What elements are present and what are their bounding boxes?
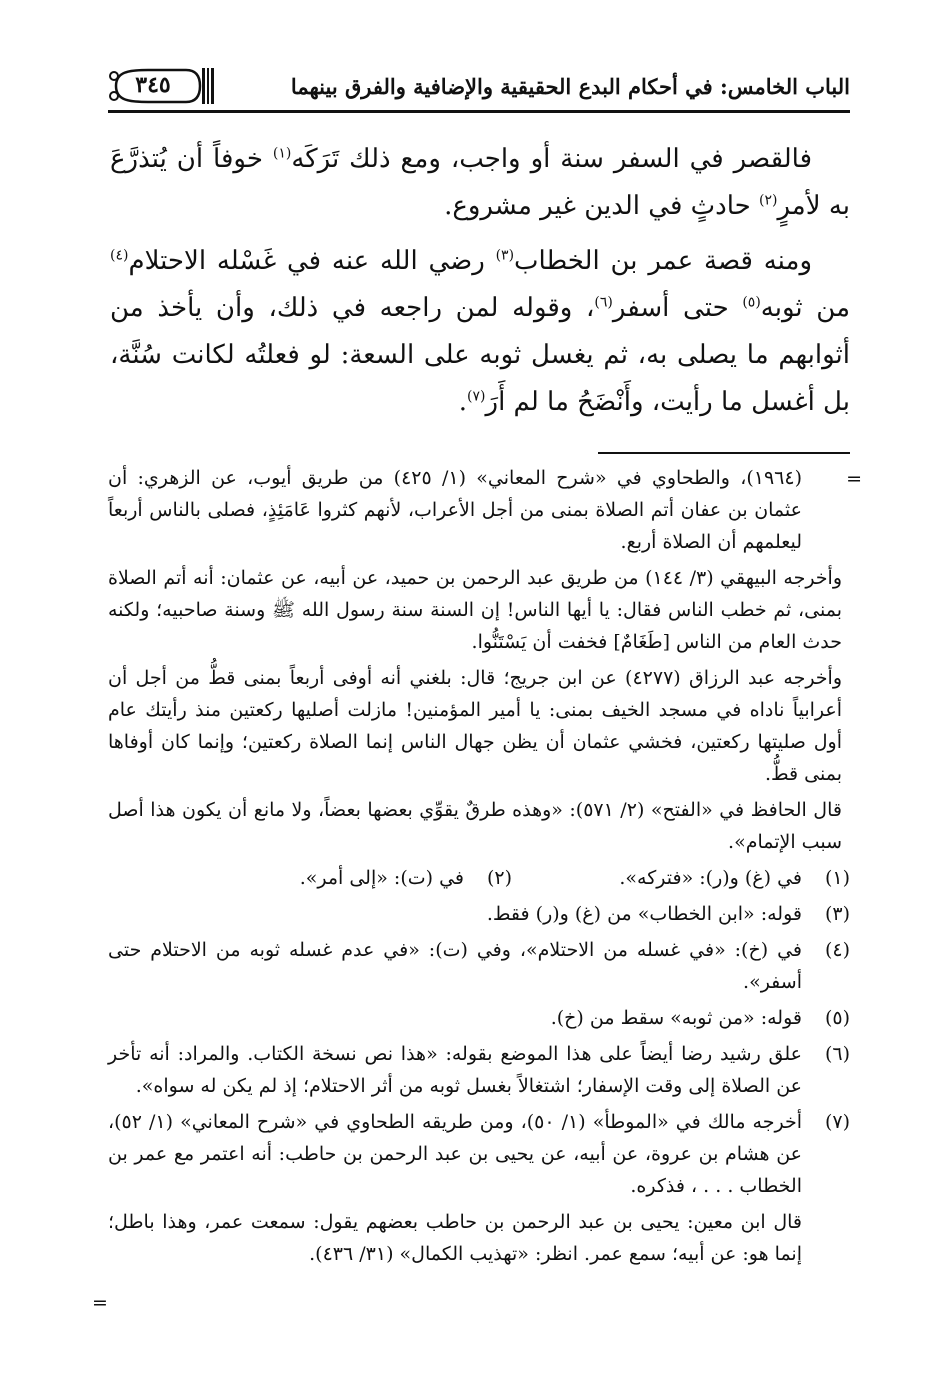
footnote-6 — [108, 1038, 850, 1102]
footnote-number: (٢) — [486, 867, 512, 889]
footnote-continuation: (١٩٦٤)، والطحاوي في «شرح المعاني» (١/ ٤٢٥) من طريق أيوب، عن الزهري: أن عثمان بن عفان أتم الصلاة بمنى من أجل الأعراب، لأنهم كثروا عَامَئِذٍ، فصلى بالناس أربعاً ليعلمهم أن الصلاة أربع. — [108, 467, 802, 553]
paragraph-2 — [110, 238, 850, 426]
footnote-separator — [598, 452, 850, 454]
text-run: حتى أسفر — [612, 293, 743, 323]
footnote-paragraph: قال ابن معين: يحيى بن عبد الرحمن بن حاطب بعضهم يقول: سمعت عمر، وهذا باطل؛ إنما هو: عن أبيه؛ سمع عمر. انظر: «تهذيب الكمال» (٣١/ ٤٣٦). — [108, 1211, 802, 1265]
footnote-ref-7: (٧) — [467, 388, 486, 405]
footnote-ref-1: (١) — [272, 145, 292, 162]
footnote-paragraph: قال الحافظ في «الفتح» (٢/ ٥٧١): «وهذه طرقٌ يقوِّي بعضها بعضاً، ولا مانع أن يكون هذا أصل سبب الإتمام». — [108, 799, 842, 853]
text-run: فالقصر في السفر سنة أو واجب، ومع ذلك تَرَكَه — [291, 144, 813, 174]
footnote-paragraph: وأخرجه عبد الرزاق (٤٢٧٧) عن ابن جريج؛ قال: بلغني أنه أوفى أربعاً بمنى قطُّ من أجل أن أعرابياً ناداه في مسجد الخيف بمنى: يا أمير المؤمنين! مازلت أصليها ركعتين منذ رأيتك عام أول صليتها ركعتين، فخشي عثمان أن يظن جهال الناس إنما الصلاة ركعتين؛ وإنما كان أوفاها بمنى قطُّ. — [108, 667, 843, 785]
text-run: . — [458, 387, 468, 417]
footnote-text: قوله: «ابن الخطاب» من (غ) و(ر) فقط. — [486, 903, 802, 925]
continuation-mark-top: = — [846, 468, 862, 490]
text-run: ومنه قصة عمر بن الخطاب — [514, 246, 812, 276]
footnote-3 — [108, 898, 850, 930]
footnote-number: (٤) — [824, 939, 850, 961]
footnotes — [108, 462, 850, 1274]
header-rule — [108, 110, 850, 113]
footnote-ref-6: (٦) — [594, 294, 613, 311]
footnote-4 — [108, 934, 850, 998]
page-number: ٣٤٥ — [135, 72, 171, 98]
footnote-ref-4: (٤) — [110, 247, 129, 264]
paragraph-1 — [110, 136, 850, 230]
footnote-paragraph: وأخرجه البيهقي (٣/ ١٤٤) من طريق عبد الرحمن بن حميد، عن أبيه، عن عثمان: أنه أتم الصلاة بمنى، ثم خطب الناس فقال: يا أيها الناس! إن السنة سنة رسول الله ﷺ وسنة صاحبيه؛ ولكنه حدث العام من الناس [طَغَامٌ] فخفت أن يَسْتَنُّوا. — [108, 567, 842, 653]
text-run: خوفاً أن يُتذرَّعَ به لأمرٍ — [110, 144, 850, 221]
footnote-5 — [108, 1002, 850, 1034]
footnote-ref-3: (٣) — [495, 247, 515, 264]
text-run: ، وقوله لمن راجعه في ذلك، وأن يأخذ من أثوابهم ما يصلى به، ثم يغسل ثوبه على السعة: لو فعلتُه لكانت سُنَّة، بل أغسل ما رأيت، وأَنْضَحُ ما لم أَرَ — [110, 293, 850, 417]
footnote-number: (٣) — [824, 903, 850, 925]
text-run: رضي الله عنه في غَسْله الاحتلام — [128, 246, 496, 276]
footnote-text: في (غ) و(ر): «فتركه». — [619, 867, 802, 889]
footnote-number: (٥) — [824, 1007, 850, 1029]
footnote-number: (٦) — [824, 1043, 850, 1065]
continuation-mark-bottom: = — [92, 1292, 108, 1314]
footnote-text: في (خ): «في غسله من الاحتلام»، وفي (ت): «في عدم غسله ثوبه من الاحتلام حتى أسفر». — [108, 939, 802, 993]
page-number-ornament — [108, 66, 216, 106]
main-text — [110, 136, 850, 434]
footnote-text: في (ت): «إلى أمر». — [299, 867, 464, 889]
text-run: من ثوبه — [760, 293, 851, 323]
footnote-text: أخرجه مالك في «الموطأ» (١/ ٥٠)، ومن طريقه الطحاوي في «شرح المعاني» (١/ ٥٢)، عن هشام بن عروة، عن أبيه، عن يحيى بن عبد الرحمن بن حاطب: أنه اعتمر مع عمر بن الخطاب . . . ، فذكره. — [108, 1111, 802, 1197]
footnote-number: (٧) — [824, 1111, 850, 1133]
footnote-1-2 — [108, 862, 850, 894]
footnote-ref-5: (٥) — [742, 294, 761, 311]
text-run: حادثٍ في الدين غير مشروع. — [444, 191, 759, 221]
running-header — [108, 62, 850, 114]
footnote-7 — [108, 1106, 850, 1202]
chapter-title: الباب الخامس: في أحكام البدع الحقيقية والإضافية والفرق بينهما — [290, 74, 850, 99]
footnote-number: (١) — [824, 867, 850, 889]
footnote-text: قوله: «من ثوبه» سقط من (خ). — [550, 1007, 802, 1029]
footnote-text: علق رشيد رضا أيضاً على هذا الموضع بقوله: «هذا نص نسخة الكتاب. والمراد: أنه تأخر عن الصلاة إلى وقت الإسفار؛ اشتغالاً بغسل ثوبه من أثر الاحتلام؛ إذ لم يكن له سواه». — [108, 1043, 802, 1097]
footnote-ref-2: (٢) — [758, 192, 778, 209]
